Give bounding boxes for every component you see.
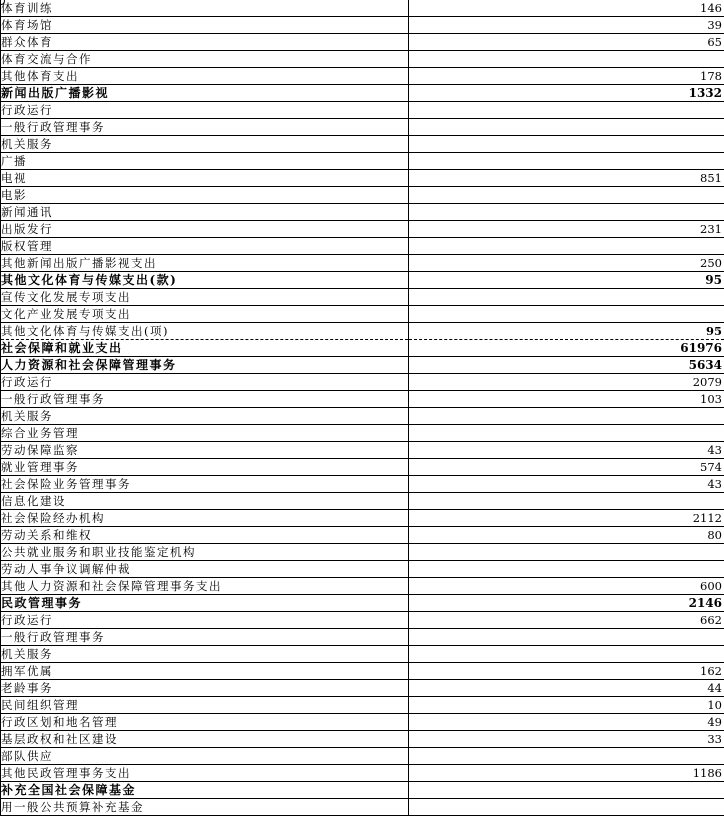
- table-row: [1, 306, 724, 323]
- row-value: 1186: [409, 765, 724, 782]
- row-label: 机关服务: [1, 408, 409, 425]
- table-row: [1, 425, 724, 442]
- row-value: 2112: [409, 510, 724, 527]
- table-row: [1, 782, 724, 799]
- table-row: [1, 493, 724, 510]
- table-row: [1, 221, 724, 238]
- table-row: [1, 731, 724, 748]
- row-label: 宣传文化发展专项支出: [1, 289, 409, 306]
- row-value: [409, 493, 724, 510]
- row-value: 851: [409, 170, 724, 187]
- table-row: [1, 510, 724, 527]
- table-row: [1, 289, 724, 306]
- table-row: [1, 255, 724, 272]
- row-label: 行政运行: [1, 612, 409, 629]
- table-row: [1, 527, 724, 544]
- table-row: [1, 51, 724, 68]
- row-label: 新闻通讯: [1, 204, 409, 221]
- row-value: [409, 187, 724, 204]
- row-value: 178: [409, 68, 724, 85]
- row-label: 新闻出版广播影视: [1, 85, 409, 102]
- row-value: 2079: [409, 374, 724, 391]
- row-value: 39: [409, 17, 724, 34]
- table-row: [1, 714, 724, 731]
- row-value: 574: [409, 459, 724, 476]
- row-label: 行政运行: [1, 102, 409, 119]
- table-row: [1, 153, 724, 170]
- table-row: [1, 595, 724, 612]
- row-value: [409, 799, 724, 816]
- row-label: 行政区划和地名管理: [1, 714, 409, 731]
- row-label: 劳动关系和维权: [1, 527, 409, 544]
- row-label: 体育训练: [1, 0, 409, 17]
- row-value: [409, 153, 724, 170]
- table-row: [1, 799, 724, 816]
- row-value: 1332: [409, 85, 724, 102]
- table-row: [1, 17, 724, 34]
- row-label: 社会保障和就业支出: [1, 340, 409, 357]
- row-value: 162: [409, 663, 724, 680]
- table-row: [1, 323, 724, 340]
- row-label: 群众体育: [1, 34, 409, 51]
- table-row: [1, 697, 724, 714]
- row-value: 103: [409, 391, 724, 408]
- row-value: [409, 119, 724, 136]
- row-value: [409, 782, 724, 799]
- row-label: 其他新闻出版广播影视支出: [1, 255, 409, 272]
- table-row: [1, 0, 724, 17]
- row-label: 老龄事务: [1, 680, 409, 697]
- row-value: [409, 408, 724, 425]
- table-row: [1, 663, 724, 680]
- row-label: 综合业务管理: [1, 425, 409, 442]
- table-row: [1, 136, 724, 153]
- table-row: [1, 459, 724, 476]
- table-row: [1, 68, 724, 85]
- row-value: 80: [409, 527, 724, 544]
- table-row: [1, 170, 724, 187]
- table-row: [1, 612, 724, 629]
- table-row: [1, 119, 724, 136]
- row-label: 社会保险业务管理事务: [1, 476, 409, 493]
- row-label: 一般行政管理事务: [1, 629, 409, 646]
- row-value: [409, 561, 724, 578]
- row-label: 拥军优属: [1, 663, 409, 680]
- row-value: 662: [409, 612, 724, 629]
- table-row: [1, 85, 724, 102]
- row-value: 250: [409, 255, 724, 272]
- row-value: [409, 629, 724, 646]
- row-value: 43: [409, 476, 724, 493]
- row-label: 信息化建设: [1, 493, 409, 510]
- row-value: [409, 425, 724, 442]
- row-label: 基层政权和社区建设: [1, 731, 409, 748]
- table-row: [1, 102, 724, 119]
- row-label: 劳动保障监察: [1, 442, 409, 459]
- table-row: [1, 680, 724, 697]
- table-row: [1, 561, 724, 578]
- row-value: 43: [409, 442, 724, 459]
- row-label: 补充全国社会保障基金: [1, 782, 409, 799]
- table-body: [1, 0, 724, 816]
- table-row: [1, 544, 724, 561]
- row-label: 用一般公共预算补充基金: [1, 799, 409, 816]
- table-row: [1, 391, 724, 408]
- row-label: 社会保险经办机构: [1, 510, 409, 527]
- row-value: 33: [409, 731, 724, 748]
- row-label: 人力资源和社会保障管理事务: [1, 357, 409, 374]
- row-label: 其他民政管理事务支出: [1, 765, 409, 782]
- row-value: 2146: [409, 595, 724, 612]
- row-label: 劳动人事争议调解仲裁: [1, 561, 409, 578]
- row-value: [409, 646, 724, 663]
- row-value: [409, 204, 724, 221]
- table-row: [1, 442, 724, 459]
- row-label: 版权管理: [1, 238, 409, 255]
- table-row: [1, 238, 724, 255]
- row-label: 就业管理事务: [1, 459, 409, 476]
- table-row: [1, 272, 724, 289]
- row-label: 其他体育支出: [1, 68, 409, 85]
- row-label: 民间组织管理: [1, 697, 409, 714]
- row-label: 机关服务: [1, 646, 409, 663]
- table-row: [1, 408, 724, 425]
- row-label: 电影: [1, 187, 409, 204]
- row-label: 其他人力资源和社会保障管理事务支出: [1, 578, 409, 595]
- row-value: 10: [409, 697, 724, 714]
- table-row: [1, 646, 724, 663]
- row-value: 146: [409, 0, 724, 17]
- row-label: 部队供应: [1, 748, 409, 765]
- table-row: [1, 187, 724, 204]
- row-value: [409, 136, 724, 153]
- row-label: 体育交流与合作: [1, 51, 409, 68]
- row-label: 文化产业发展专项支出: [1, 306, 409, 323]
- row-label: 机关服务: [1, 136, 409, 153]
- table-row: [1, 629, 724, 646]
- row-value: 61976: [409, 340, 724, 357]
- table-row: [1, 204, 724, 221]
- row-value: 95: [409, 323, 724, 340]
- table-row: [1, 765, 724, 782]
- row-label: 一般行政管理事务: [1, 391, 409, 408]
- table-row: [1, 578, 724, 595]
- row-label: 其他文化体育与传媒支出(款): [1, 272, 409, 289]
- table-row: [1, 476, 724, 493]
- row-label: 电视: [1, 170, 409, 187]
- row-value: 44: [409, 680, 724, 697]
- row-value: [409, 289, 724, 306]
- row-label: 广播: [1, 153, 409, 170]
- row-value: [409, 51, 724, 68]
- row-label: 行政运行: [1, 374, 409, 391]
- row-value: 600: [409, 578, 724, 595]
- row-label: 一般行政管理事务: [1, 119, 409, 136]
- table-row: [1, 357, 724, 374]
- row-value: 231: [409, 221, 724, 238]
- row-value: [409, 102, 724, 119]
- row-value: 65: [409, 34, 724, 51]
- row-value: 5634: [409, 357, 724, 374]
- table-row: [1, 34, 724, 51]
- row-label: 民政管理事务: [1, 595, 409, 612]
- row-value: 95: [409, 272, 724, 289]
- row-value: 49: [409, 714, 724, 731]
- row-value: [409, 748, 724, 765]
- table-row: [1, 748, 724, 765]
- row-label: 出版发行: [1, 221, 409, 238]
- row-label: 公共就业服务和职业技能鉴定机构: [1, 544, 409, 561]
- row-value: [409, 238, 724, 255]
- table-row: [1, 374, 724, 391]
- row-value: [409, 544, 724, 561]
- row-label: 体育场馆: [1, 17, 409, 34]
- row-value: [409, 306, 724, 323]
- table-row: [1, 340, 724, 357]
- row-label: 其他文化体育与传媒支出(项): [1, 323, 409, 340]
